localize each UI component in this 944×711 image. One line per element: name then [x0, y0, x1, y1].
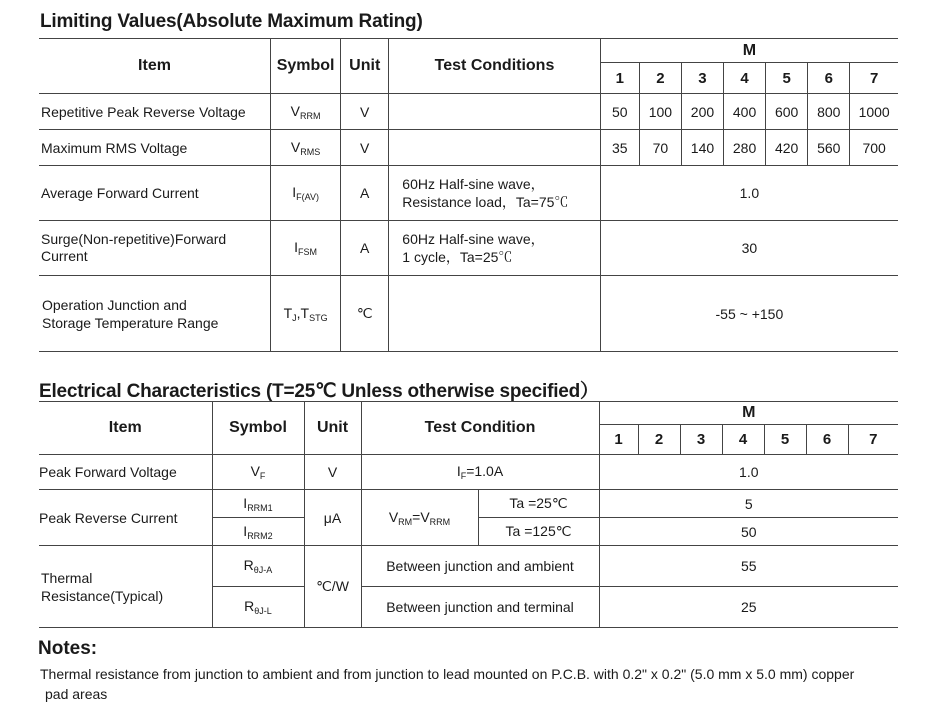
table-row — [39, 166, 898, 221]
col-7: 7 — [850, 63, 898, 94]
symbol-vf: $V_F$ — [212, 455, 304, 490]
value-cell: 400 — [724, 94, 766, 130]
symbol-rthjl: $R_{\theta J-L}$ — [212, 587, 304, 628]
value-cell: 70 — [639, 130, 681, 166]
unit-if-av: A — [341, 166, 389, 221]
unit-vrms: V — [341, 130, 389, 166]
value-cell: 1000 — [850, 94, 898, 130]
cond-vrms — [389, 130, 600, 166]
symbol-irrm2: $I_{RRM2}$ — [212, 518, 304, 546]
col-1: 1 — [599, 425, 638, 455]
header-symbol: Symbol — [212, 402, 304, 455]
notes-line-1: Thermal resistance from junction to ambient and from junction to lead mounted on P.C.B. with 0.2" x 0.2" (5.0 mm x 5.0 mm) copper — [40, 666, 855, 682]
header-test-condition: Test Condition — [361, 402, 599, 455]
col-7: 7 — [848, 425, 898, 455]
value-vf: 1.0 — [599, 455, 898, 490]
value-ifsm: 30 — [600, 221, 898, 276]
header-unit: Unit — [304, 402, 361, 455]
col-5: 5 — [766, 63, 808, 94]
value-cell: 600 — [766, 94, 808, 130]
electrical-characteristics-table — [39, 401, 898, 628]
header-m: M — [599, 402, 898, 425]
cond-rthjl: Between junction and terminal — [361, 587, 599, 628]
col-2: 2 — [638, 425, 680, 455]
limiting-values-title: Limiting Values(Absolute Maximum Rating) — [40, 11, 423, 32]
col-4: 4 — [722, 425, 764, 455]
value-cell: 200 — [681, 94, 723, 130]
value-if-av: 1.0 — [600, 166, 898, 221]
item-vf: Peak Forward Voltage — [39, 455, 212, 490]
notes-text — [40, 664, 920, 704]
col-6: 6 — [808, 63, 850, 94]
item-ir: Peak Reverse Current — [39, 490, 212, 546]
col-1: 1 — [600, 63, 639, 94]
value-cell: 100 — [639, 94, 681, 130]
header-m: M — [600, 39, 898, 63]
cond-if-av: 60Hz Half-sine wave， Resistance load，Ta=75℃ — [389, 166, 600, 221]
value-cell: 50 — [600, 94, 639, 130]
value-cell: 280 — [724, 130, 766, 166]
header-unit: Unit — [341, 39, 389, 94]
unit-ir: μA — [304, 490, 361, 546]
col-4: 4 — [724, 63, 766, 94]
cond-vrrm — [389, 94, 600, 130]
symbol-vrrm: $V_{RRM}$ — [271, 94, 341, 130]
symbol-if-av: $I_{F(AV)}$ — [271, 166, 341, 221]
symbol-irrm1: $I_{RRM1}$ — [212, 490, 304, 518]
item-vrrm: Repetitive Peak Reverse Voltage — [39, 94, 271, 130]
notes-line-2: pad areas — [45, 686, 108, 702]
value-irrm2: 50 — [599, 518, 898, 546]
value-cell: 560 — [808, 130, 850, 166]
table-row — [39, 221, 898, 276]
cond-rthja: Between junction and ambient — [361, 546, 599, 587]
table-row — [39, 546, 898, 587]
cond-ifsm: 60Hz Half-sine wave， 1 cycle，Ta=25℃ — [389, 221, 600, 276]
table-row — [39, 455, 898, 490]
col-3: 3 — [681, 63, 723, 94]
table-row — [39, 94, 898, 130]
unit-vf: V — [304, 455, 361, 490]
col-2: 2 — [639, 63, 681, 94]
table-row — [39, 490, 898, 518]
col-3: 3 — [680, 425, 722, 455]
item-ifsm: Surge(Non-repetitive)Forward Current — [39, 221, 271, 276]
value-temp: -55 ~ +150 — [600, 276, 898, 352]
value-cell: 800 — [808, 94, 850, 130]
limiting-values-table — [39, 38, 898, 352]
value-rthjl: 25 — [599, 587, 898, 628]
item-if-av: Average Forward Current — [39, 166, 271, 221]
header-item: Item — [39, 402, 212, 455]
notes-title: Notes: — [38, 638, 98, 659]
item-rth: Thermal Resistance(Typical) — [39, 546, 212, 628]
value-irrm1: 5 — [599, 490, 898, 518]
cond-ta2: Ta =125℃ — [478, 518, 599, 546]
cond-ir: $V_{RM}=V_{RRM}$ — [361, 490, 478, 546]
header-symbol: Symbol — [271, 39, 341, 94]
electrical-characteristics-title: Electrical Characteristics (T=25℃ Unless otherwise specified） — [39, 381, 599, 402]
value-cell: 35 — [600, 130, 639, 166]
cond-vf: $I_F=1.0A$ — [361, 455, 599, 490]
symbol-temp: $T_J,T_{STG}$ — [271, 276, 341, 352]
unit-vrrm: V — [341, 94, 389, 130]
symbol-rthja: $R_{\theta J-A}$ — [212, 546, 304, 587]
unit-ifsm: A — [341, 221, 389, 276]
value-cell: 140 — [681, 130, 723, 166]
symbol-vrms: $V_{RMS}$ — [271, 130, 341, 166]
value-cell: 420 — [766, 130, 808, 166]
value-rthja: 55 — [599, 546, 898, 587]
cond-temp — [389, 276, 600, 352]
cond-ta1: Ta =25℃ — [478, 490, 599, 518]
item-vrms: Maximum RMS Voltage — [39, 130, 271, 166]
header-item: Item — [39, 39, 271, 94]
item-temp: Operation Junction and Storage Temperature Range — [39, 276, 271, 352]
header-test-conditions: Test Conditions — [389, 39, 600, 94]
unit-rth: ℃/W — [304, 546, 361, 628]
col-5: 5 — [764, 425, 806, 455]
col-6: 6 — [806, 425, 848, 455]
unit-temp: ℃ — [341, 276, 389, 352]
table-row — [39, 276, 898, 352]
table-row — [39, 130, 898, 166]
value-cell: 700 — [850, 130, 898, 166]
symbol-ifsm: $I_{FSM}$ — [271, 221, 341, 276]
